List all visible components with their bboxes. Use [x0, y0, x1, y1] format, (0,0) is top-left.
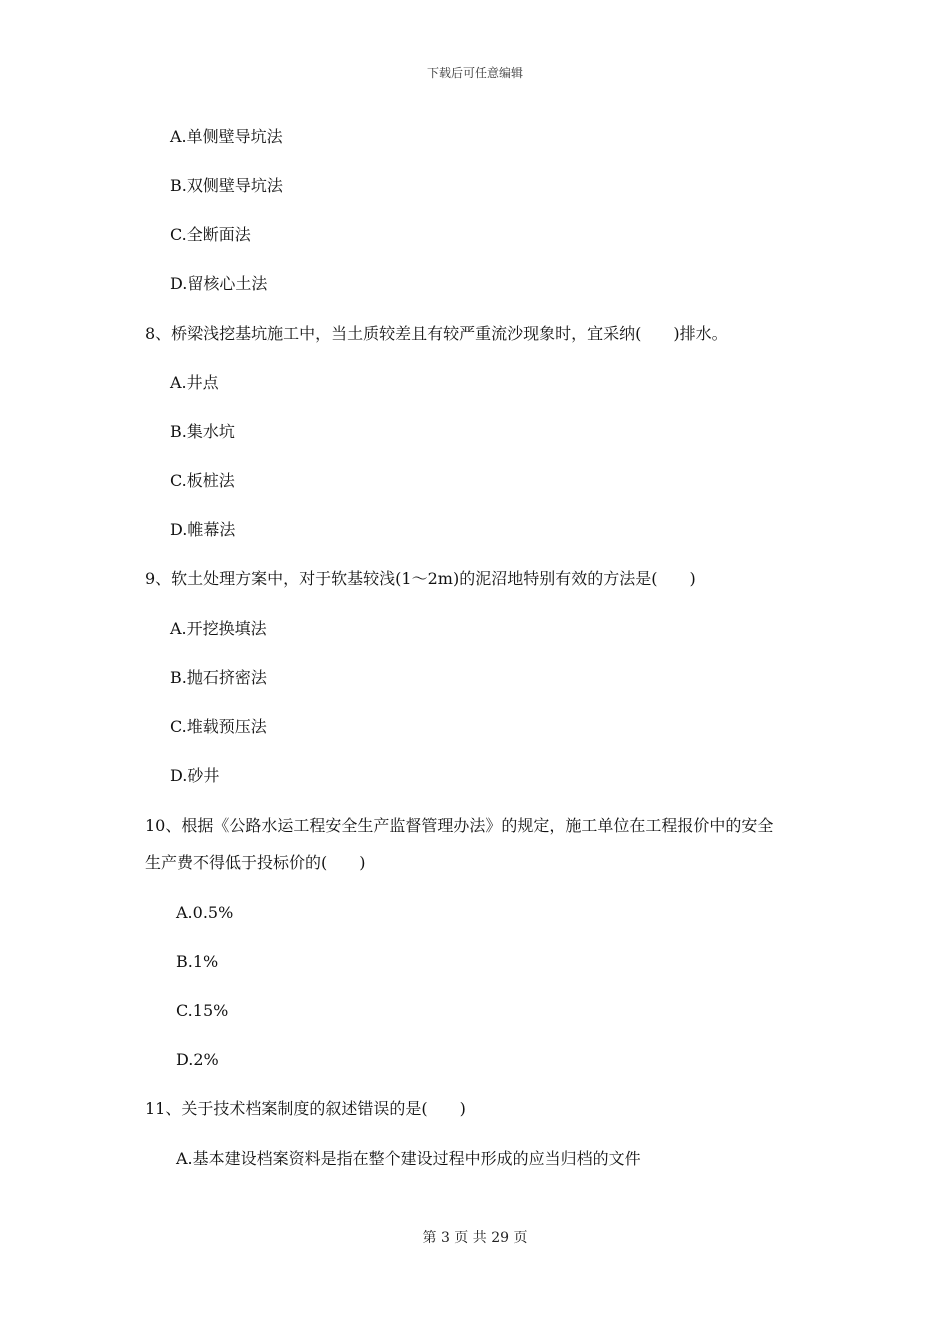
- option-9c: C.堆载预压法: [170, 717, 267, 736]
- option-7a: A.单侧壁导坑法: [170, 127, 283, 146]
- option-11a: A.基本建设档案资料是指在整个建设过程中形成的应当归档的文件: [176, 1149, 641, 1168]
- option-7b: B.双侧壁导坑法: [170, 176, 283, 195]
- question-10-line-2: 生产费不得低于投标价的( ): [145, 853, 366, 872]
- option-8c: C.板桩法: [170, 471, 235, 490]
- option-8b: B.集水坑: [170, 422, 235, 441]
- option-10d: D.2%: [176, 1050, 219, 1069]
- option-10a: A.0.5%: [176, 903, 234, 922]
- question-9: 9、软土处理方案中，对于软基较浅(1～2m)的泥沼地特别有效的方法是( ): [145, 569, 696, 588]
- option-7c: C.全断面法: [170, 225, 251, 244]
- option-10c: C.15%: [176, 1001, 229, 1020]
- option-10b: B.1%: [176, 952, 219, 971]
- option-8a: A.井点: [170, 373, 219, 392]
- page-header: 下载后可任意编辑: [426, 66, 523, 80]
- option-9b: B.抛石挤密法: [170, 668, 267, 687]
- question-10-line-1: 10、根据《公路水运工程安全生产监督管理办法》的规定，施工单位在工程报价中的安全: [145, 816, 774, 835]
- option-8d: D.帷幕法: [170, 520, 236, 539]
- question-11: 11、关于技术档案制度的叙述错误的是( ): [145, 1099, 466, 1118]
- option-9d: D.砂井: [170, 766, 220, 785]
- option-9a: A.开挖换填法: [170, 619, 267, 638]
- option-7d: D.留核心土法: [170, 274, 268, 293]
- page-footer: 第 3 页 共 29 页: [422, 1230, 528, 1246]
- question-8: 8、桥梁浅挖基坑施工中，当土质较差且有较严重流沙现象时，宜采纳( )排水。: [145, 324, 728, 343]
